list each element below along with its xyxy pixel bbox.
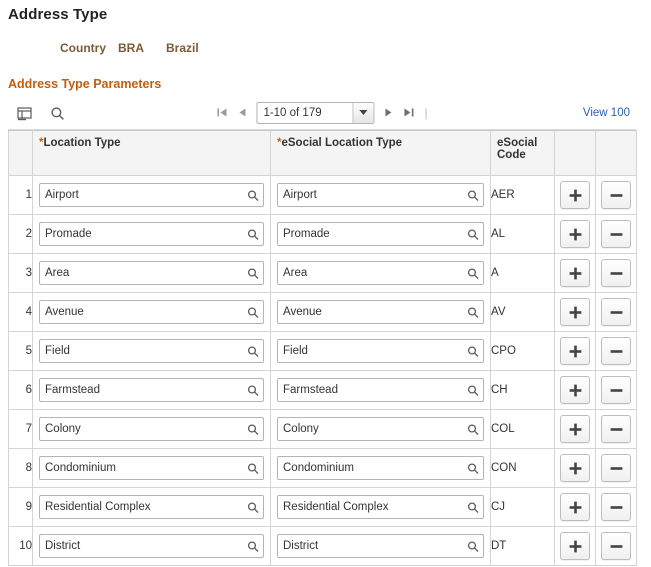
cell-location-type (33, 371, 271, 410)
table-row (9, 488, 637, 527)
view-all-link[interactable]: View 100 (582, 107, 630, 119)
row-number: 8 (9, 449, 33, 488)
remove-row-button[interactable] (601, 415, 631, 443)
location-type-input[interactable] (40, 379, 263, 401)
cell-add (555, 527, 596, 566)
esocial-location-type-input[interactable] (278, 535, 483, 557)
address-type-table (8, 130, 637, 566)
table-row (9, 254, 637, 293)
remove-row-button[interactable] (601, 259, 631, 287)
lookup-icon[interactable] (246, 384, 259, 397)
lookup-icon[interactable] (466, 462, 479, 475)
add-row-button[interactable] (560, 337, 590, 365)
remove-row-button[interactable] (601, 298, 631, 326)
cell-location-type (33, 410, 271, 449)
column-header-location-type: *Location Type (33, 131, 271, 176)
esocial-location-type-input[interactable] (278, 223, 483, 245)
add-row-button[interactable] (560, 415, 590, 443)
next-page-icon[interactable] (384, 107, 393, 120)
row-number: 10 (9, 527, 33, 566)
last-page-icon[interactable] (403, 107, 414, 120)
lookup-icon[interactable] (246, 540, 259, 553)
first-page-icon[interactable] (216, 107, 227, 120)
cell-esocial-code: CPO (491, 332, 555, 371)
table-body (9, 176, 637, 566)
cell-location-type (33, 254, 271, 293)
page-range-select[interactable] (256, 102, 374, 124)
row-number: 2 (9, 215, 33, 254)
cell-location-type (33, 488, 271, 527)
table-row (9, 371, 637, 410)
cell-esocial-code: AV (491, 293, 555, 332)
remove-row-button[interactable] (601, 454, 631, 482)
column-header-remove (596, 131, 637, 176)
lookup-icon[interactable] (246, 189, 259, 202)
cell-add (555, 371, 596, 410)
esocial-location-type-input[interactable] (278, 457, 483, 479)
add-row-button[interactable] (560, 220, 590, 248)
lookup-icon[interactable] (246, 423, 259, 436)
cell-esocial-location-type (271, 488, 491, 527)
cell-esocial-code: CJ (491, 488, 555, 527)
table-row (9, 215, 637, 254)
row-number: 4 (9, 293, 33, 332)
pagination-controls (216, 102, 427, 124)
cell-esocial-location-type (271, 215, 491, 254)
cell-remove (596, 488, 637, 527)
add-row-button[interactable] (560, 493, 590, 521)
cell-location-type (33, 332, 271, 371)
cell-esocial-code: AL (491, 215, 555, 254)
country-row (0, 23, 651, 55)
cell-add (555, 410, 596, 449)
lookup-icon[interactable] (246, 267, 259, 280)
cell-esocial-location-type (271, 332, 491, 371)
row-number: 7 (9, 410, 33, 449)
cell-add (555, 254, 596, 293)
add-row-button[interactable] (560, 532, 590, 560)
remove-row-button[interactable] (601, 337, 631, 365)
cell-location-type (33, 215, 271, 254)
remove-row-button[interactable] (601, 181, 631, 209)
country-code: BRA (118, 41, 144, 55)
add-row-button[interactable] (560, 298, 590, 326)
cell-add (555, 176, 596, 215)
toolbar-divider: | (424, 106, 428, 120)
search-icon[interactable] (48, 104, 66, 122)
cell-esocial-code: A (491, 254, 555, 293)
cell-remove (596, 410, 637, 449)
cell-esocial-location-type (271, 176, 491, 215)
page-title: Address Type (8, 6, 108, 23)
row-number: 6 (9, 371, 33, 410)
location-type-input[interactable] (40, 457, 263, 479)
cell-esocial-code: COL (491, 410, 555, 449)
esocial-location-type-input[interactable] (278, 301, 483, 323)
grid-layout-icon[interactable] (16, 104, 34, 122)
location-type-input[interactable] (40, 223, 263, 245)
lookup-icon[interactable] (466, 540, 479, 553)
table-row (9, 176, 637, 215)
cell-add (555, 332, 596, 371)
lookup-icon[interactable] (246, 501, 259, 514)
cell-esocial-location-type (271, 449, 491, 488)
location-type-input[interactable] (40, 340, 263, 362)
country-name: Brazil (166, 41, 199, 55)
row-number: 9 (9, 488, 33, 527)
cell-remove (596, 293, 637, 332)
location-type-input[interactable] (40, 418, 263, 440)
esocial-location-type-input[interactable] (278, 496, 483, 518)
esocial-location-type-input[interactable] (278, 262, 483, 284)
remove-row-button[interactable] (601, 376, 631, 404)
location-type-input[interactable] (40, 184, 263, 206)
esocial-location-type-input[interactable] (278, 340, 483, 362)
table-header-row (9, 131, 637, 176)
cell-esocial-location-type (271, 293, 491, 332)
esocial-location-type-input[interactable] (278, 379, 483, 401)
country-label: Country (60, 41, 106, 55)
lookup-icon[interactable] (246, 462, 259, 475)
esocial-location-type-input[interactable] (278, 418, 483, 440)
previous-page-icon[interactable] (237, 107, 246, 120)
cell-esocial-location-type (271, 254, 491, 293)
remove-row-button[interactable] (601, 532, 631, 560)
cell-location-type (33, 449, 271, 488)
remove-row-button[interactable] (601, 220, 631, 248)
table-row (9, 449, 637, 488)
cell-location-type (33, 527, 271, 566)
location-type-input[interactable] (40, 262, 263, 284)
lookup-icon[interactable] (466, 189, 479, 202)
cell-add (555, 488, 596, 527)
cell-location-type (33, 176, 271, 215)
cell-add (555, 449, 596, 488)
table-row (9, 527, 637, 566)
section-title: Address Type Parameters (8, 77, 162, 91)
cell-esocial-code: CH (491, 371, 555, 410)
add-row-button[interactable] (560, 376, 590, 404)
row-number: 5 (9, 332, 33, 371)
lookup-icon[interactable] (466, 228, 479, 241)
cell-esocial-location-type (271, 371, 491, 410)
page-range-value: 1-10 of 179 (263, 107, 322, 119)
location-type-input[interactable] (40, 496, 263, 518)
location-type-input[interactable] (40, 535, 263, 557)
lookup-icon[interactable] (466, 423, 479, 436)
cell-remove (596, 527, 637, 566)
row-number-header (9, 131, 33, 176)
cell-remove (596, 215, 637, 254)
column-header-esocial-code: eSocial Code (491, 131, 555, 176)
remove-row-button[interactable] (601, 493, 631, 521)
lookup-icon[interactable] (246, 306, 259, 319)
cell-remove (596, 332, 637, 371)
cell-add (555, 293, 596, 332)
cell-location-type (33, 293, 271, 332)
row-number: 3 (9, 254, 33, 293)
cell-remove (596, 449, 637, 488)
cell-remove (596, 176, 637, 215)
column-header-add (555, 131, 596, 176)
esocial-location-type-input[interactable] (278, 184, 483, 206)
cell-esocial-location-type (271, 410, 491, 449)
lookup-icon[interactable] (466, 345, 479, 358)
grid-toolbar (8, 97, 636, 130)
cell-esocial-code: CON (491, 449, 555, 488)
cell-add (555, 215, 596, 254)
lookup-icon[interactable] (466, 306, 479, 319)
cell-esocial-code: AER (491, 176, 555, 215)
lookup-icon[interactable] (466, 384, 479, 397)
table-row (9, 410, 637, 449)
cell-remove (596, 254, 637, 293)
lookup-icon[interactable] (246, 228, 259, 241)
row-number: 1 (9, 176, 33, 215)
column-header-esocial-location-type: *eSocial Location Type (271, 131, 491, 176)
cell-esocial-location-type (271, 527, 491, 566)
address-type-grid (8, 97, 636, 566)
table-row (9, 293, 637, 332)
table-row (9, 332, 637, 371)
lookup-icon[interactable] (246, 345, 259, 358)
location-type-input[interactable] (40, 301, 263, 323)
add-row-button[interactable] (560, 181, 590, 209)
lookup-icon[interactable] (466, 267, 479, 280)
chevron-down-icon[interactable] (352, 103, 373, 123)
add-row-button[interactable] (560, 259, 590, 287)
lookup-icon[interactable] (466, 501, 479, 514)
cell-esocial-code: DT (491, 527, 555, 566)
add-row-button[interactable] (560, 454, 590, 482)
cell-remove (596, 371, 637, 410)
